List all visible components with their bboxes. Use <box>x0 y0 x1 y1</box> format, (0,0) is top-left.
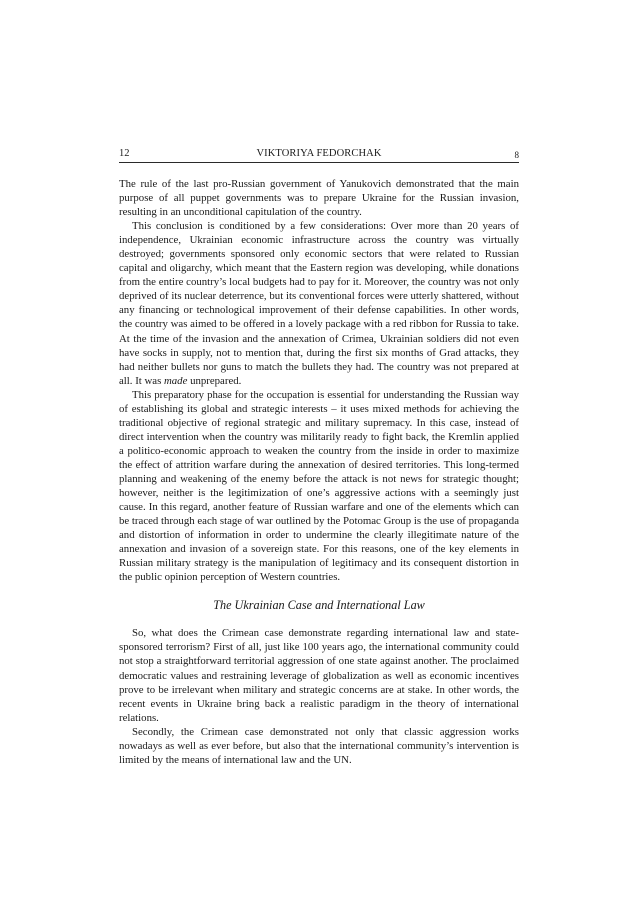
paragraph: This conclusion is conditioned by a few considerations: Over more than 20 years of independence, Ukrainian economic infrastructure across the country was virtually destroyed; governments sponsored only economic sectors that were related to Russian capital and oligarchy, which meant that the Eastern region was developing, while donations from the entire country’s local budgets had to pay for it. Moreover, the country was not only deprived of its nuclear deterrence, but its conventional forces were utterly shattered, without any financing or technological improvement of their defense capabilities. In other words, the country was aimed to be offered in a lovely package with a red ribbon for Russia to take. At the time of the invasion and the annexation of Crimea, Ukrainian soldiers did not even have socks in supply, not to mention that, during the first six months of Grad attacks, they had neither bullets nor guns to match the bullets they had. The country was not prepared at all. It was made unprepared. <box>119 220 519 387</box>
body-text <box>119 177 519 767</box>
paragraph: So, what does the Crimean case demonstrate regarding international law and state-sponsored terrorism? First of all, just like 100 years ago, the international community could not stop a straightforward territorial aggression of one state against another. The proclaimed democratic values and restraining leverage of globalization as well as economic incentives prove to be irrelevant when military and strategic concerns are at stake. In other words, the recent events in Ukraine bring back a realistic paradigm in the theory of international relations. <box>119 627 519 724</box>
paragraph: The rule of the last pro-Russian government of Yanukovich demonstrated that the main purpose of all puppet governments was to prepare Ukraine for the Russian invasion, resulting in an unconditional capitulation of the country. <box>119 178 519 219</box>
running-title: VIKTORIYA FEDORCHAK <box>256 148 382 159</box>
paragraph: This preparatory phase for the occupation is essential for understanding the Russian way of establishing its global and strategic interests – it uses mixed methods for achieving the traditional objective of regional strategic and military supremacy. In this case, instead of direct intervention when the country was militarily ready to fight back, the Kremlin applied a politico-economic approach to weaken the country from the inside in order to maximize the effect of attrition warfare during the annexation of desired territories. This long-termed planning and weakening of the enemy before the attack is not news for strategic thought; however, neither is the legitimization of one’s aggressive actions with a seemingly just cause. In this regard, another feature of Russian warfare and one of the elements which can be traced through each stage of war outlined by the Potomac Group is the use of propaganda and distortion of information in order to undermine the clearly illegitimate nature of the annexation and invasion of a sovereign state. For this reasons, one of the key elements in Russian military strategy is the manipulation of legitimacy and its consequent distortion in the public opinion perception of Western countries. <box>119 388 519 584</box>
chapter-number: 8 <box>514 150 519 160</box>
section-heading: The Ukrainian Case and International Law <box>213 598 425 613</box>
running-header <box>119 146 519 163</box>
emphasized-word: made <box>163 374 188 387</box>
paragraph: Secondly, the Crimean case demonstrated not only that classic aggression works nowadays as well as ever before, but also that the international community’s intervention is limited by the means of international law and the UN. <box>119 725 519 766</box>
page-number: 12 <box>119 148 130 159</box>
